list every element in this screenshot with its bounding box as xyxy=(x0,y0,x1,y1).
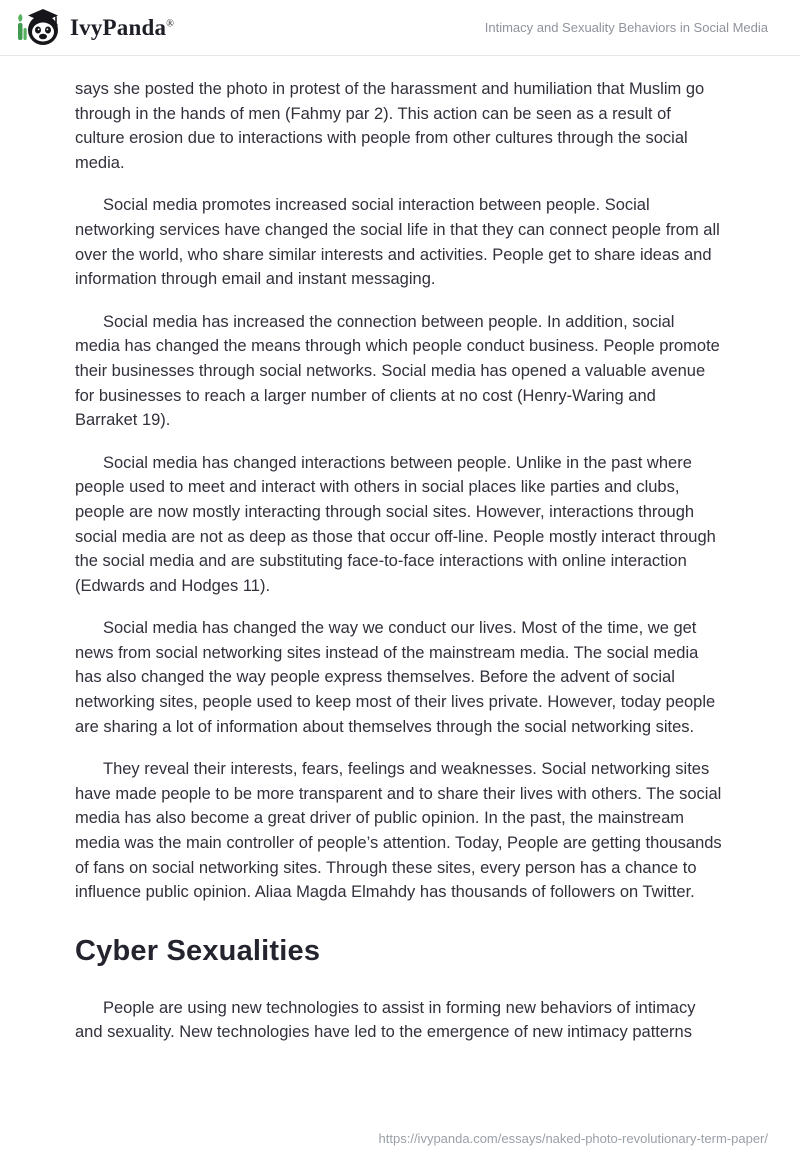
source-url-link[interactable]: https://ivypanda.com/essays/naked-photo-revolutionary-term-paper/ xyxy=(378,1131,768,1146)
article-body xyxy=(0,56,800,1045)
paragraph: Social media promotes increased social interaction between people. Social networking services have changed the social life in that they can connect people from all over the world, who share similar interests and activities. People get to share ideas and information through email and instant messaging. xyxy=(75,196,720,289)
ivypanda-logo-icon xyxy=(16,6,60,50)
registered-mark: ® xyxy=(166,17,174,29)
page-header xyxy=(0,0,800,56)
brand-name: IvyPanda® xyxy=(70,14,174,40)
paragraph: They reveal their interests, fears, feelings and weaknesses. Social networking sites have made people to be more transparent and to share their lives with others. The social media has also become a great driver of public opinion. In the past, the mainstream media was the main controller of people’s attention. Today, People are getting thousands of fans on social networking sites. Through these sites, every person has a chance to influence public opinion. Aliaa Magda Elmahdy has thousands of followers on Twitter. xyxy=(75,760,722,902)
paragraph: Social media has changed interactions between people. Unlike in the past where people used to meet and interact with others in social places like parties and clubs, people are now mostly interacting through social sites. However, interactions through social media are not as deep as those that occur off-line. People mostly interact through the social media and are substituting face-to-face interactions with online interaction (Edwards and Hodges 11). xyxy=(75,453,716,595)
paragraph: Social media has changed the way we conduct our lives. Most of the time, we get news from social networking sites instead of the mainstream media. The social media has also changed the way people express themselves. Before the advent of social networking sites, people used to keep most of their lives private. However, today people are sharing a lot of information about themselves through the social networking sites. xyxy=(75,619,716,736)
section-heading: Cyber Sexualities xyxy=(75,934,321,967)
document-title: Intimacy and Sexuality Behaviors in Social Media xyxy=(484,20,768,35)
paragraph: says she posted the photo in protest of the harassment and humiliation that Muslim go through in the hands of men (Fahmy par 2). This action can be seen as a result of culture erosion due to interactions with people from other cultures through the social media. xyxy=(75,80,705,172)
brand xyxy=(16,6,174,50)
page-footer xyxy=(379,1131,768,1146)
paragraph: People are using new technologies to assist in forming new behaviors of intimacy and sexuality. New technologies have led to the emergence of new intimacy patterns xyxy=(75,998,696,1042)
paragraph: Social media has increased the connection between people. In addition, social media has changed the means through which people conduct business. People promote their businesses through social networks. Social media has opened a valuable avenue for businesses to reach a larger number of clients at no cost (Henry-Waring and Barraket 19). xyxy=(75,312,720,430)
